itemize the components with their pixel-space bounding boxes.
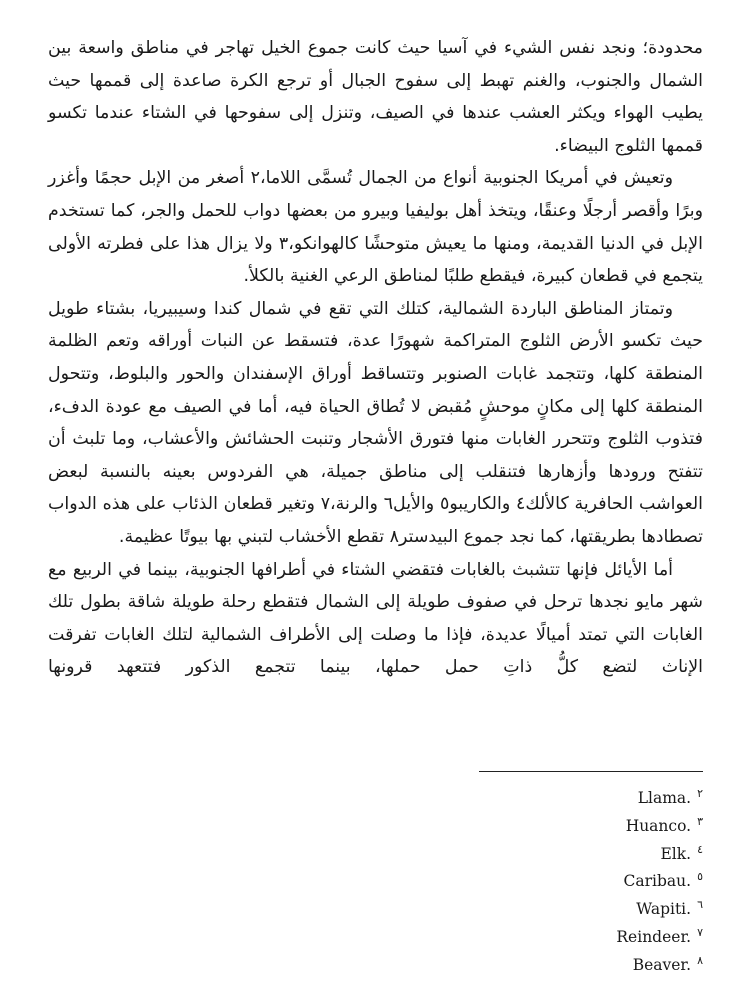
footnote-number: ٨ (697, 953, 703, 967)
footnote-number: ٦ (697, 898, 703, 912)
footnote-text: Huanco. (625, 816, 692, 835)
footnote-number: ٥ (697, 870, 703, 884)
footnote-number: ٤ (697, 842, 703, 856)
footnote-text: Elk. (660, 844, 692, 863)
paragraph-1: محدودة؛ ونجد نفس الشيء في آسيا حيث كانت جموع الخيل تهاجر في مناطق واسعة بين الشمال والجنوب، والغنم تهبط إلى سفوح الجبال أو ترجع الكرة صاعدة إلى قممها حيث يطيب الهواء ويكثر العشب عندها في الصيف، وتنزل إلى سفوحها في الشتاء عندما تكسو قممها الثلوج البيضاء. (48, 38, 703, 156)
paragraph-3: وتمتاز المناطق الباردة الشمالية، كتلك التي تقع في شمال كندا وسيبيريا، بشتاء طويل حيث تكسو الأرض الثلوج المتراكمة شهورًا عدة، فتسقط عن النبات أوراقه وتعم الظلمة المنطقة كلها، وتتجمد غابات الصنوبر وتتساقط أوراق الإسفندان والحور والبلوط، وتتحول المنطقة كلها إلى مكانٍ موحشٍ مُقبض لا تُطاق الحياة فيه، أما في الصيف مع عودة الدفء، فتذوب الثلوج وتتحرر الغابات منها فتورق الأشجار وتنبت الحشائش والأعشاب، وما تلبث أن تتفتح ورودها وأزهارها فتنقلب إلى مناطق جميلة، هي الفردوس بعينه بالنسبة لبعض العواشب الحافرية كالألك٤ والكاريبو٥ والأيل٦ والرنة،٧ وتغير قطعان الذئاب على هذه الدواب تصطادها بطريقتها، كما نجد جموع البيدستر٨ تقطع الأخشاب لتبني بها بيوتًا عظيمة. (48, 298, 703, 547)
footnote-4 (383, 836, 703, 864)
footnote-number: ٧ (697, 925, 703, 939)
paragraph-4: أما الأيائل فإنها تتشبث بالغابات فتقضي الشتاء في أطرافها الجنوبية، بينما في الربيع مع شهر مايو نجدها ترحل في صفوف طويلة إلى الشمال فتقطع رحلة طويلة شاقة بطول تلك الغابات التي تمتد أميالًا عديدة، فإذا ما وصلت إلى الأطراف الشمالية لتلك الغابات تفرقت الإناث لتضع كلُّ ذاتِ حمل حملها، بينما تتجمع الذكور فتتعهد قرونها (48, 559, 703, 678)
footnote-number: ٢ (697, 787, 703, 800)
footnotes (383, 780, 703, 975)
footnote-text: Caribau. (623, 872, 692, 891)
footnote-number: ٣ (697, 814, 703, 828)
footnote-text: Llama. (637, 789, 692, 807)
page (48, 32, 703, 974)
footnote-8 (383, 947, 703, 975)
footnote-text: Wapiti. (636, 900, 692, 919)
footnote-text: Reindeer. (616, 927, 692, 946)
body-text (48, 32, 703, 684)
footnote-7 (383, 919, 703, 947)
footnote-6 (383, 891, 703, 919)
footnote-2 (383, 780, 703, 808)
footnote-3 (383, 808, 703, 836)
paragraph-2: وتعيش في أمريكا الجنوبية أنواع من الجمال تُسمَّى اللاما،٢ أصغر من الإبل حجمًا وأغزر وبرًا وأقصر أرجلًا وعنقًا، ويتخذ أهل بوليفيا وبيرو من بعضها دواب للحمل والجر، كما تستخدم الإبل في الدنيا القديمة، ومنها ما يعيش متوحشًا كالهوانكو،٣ ولا يزال هذا على فطرته الأولى يتجمع في قطعان كبيرة، فيقطع طلبًا لمناطق الرعي الغنية بالكلأ. (48, 168, 703, 287)
footnote-text: Beaver. (632, 955, 692, 974)
footnote-5 (383, 863, 703, 891)
footnote-divider (479, 771, 703, 772)
